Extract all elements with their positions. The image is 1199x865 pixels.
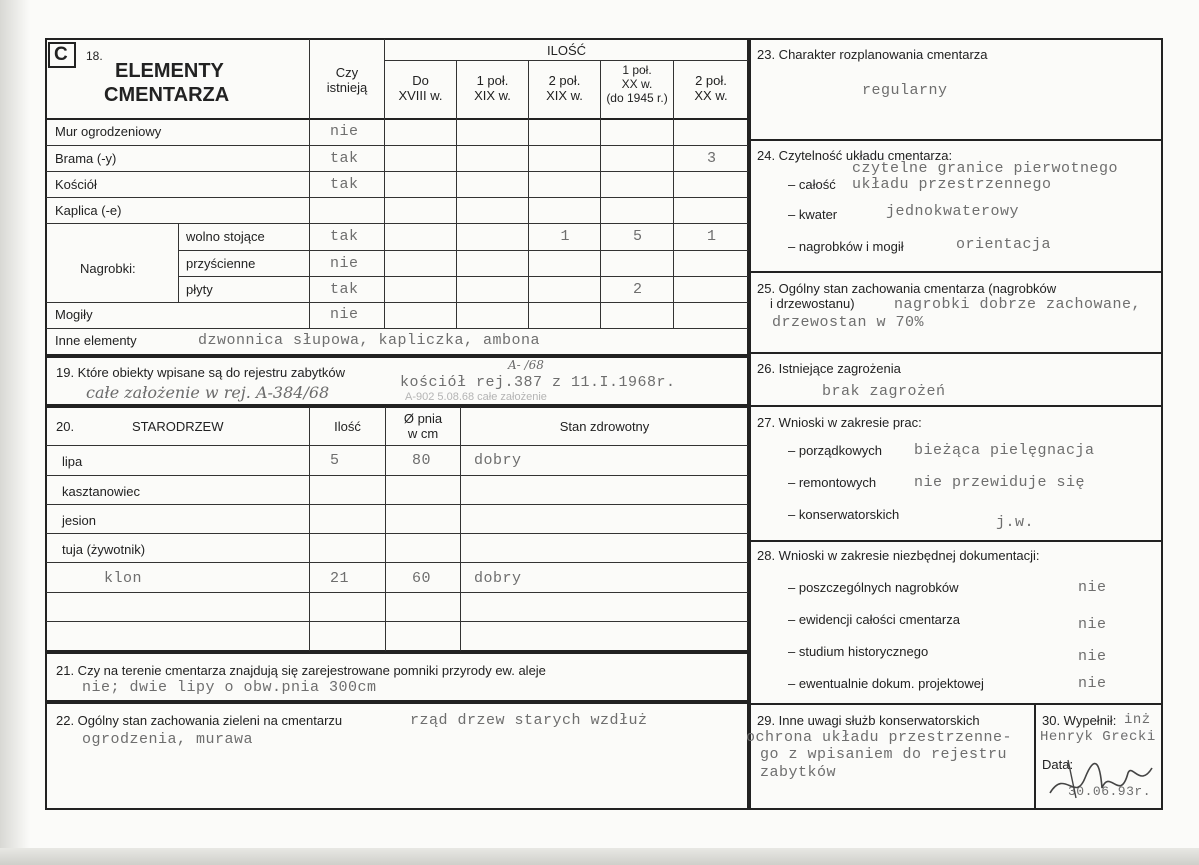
row-line — [46, 621, 748, 622]
section-19-label: 19. Które obiekty wpisane są do rejestru zabytków — [56, 365, 346, 380]
header-bottom-line — [46, 118, 748, 120]
works-item-label: – konserwatorskich — [788, 507, 900, 522]
tree-name: jesion — [62, 513, 96, 528]
section-25-label-line2: i drzewostanu) — [770, 296, 855, 311]
count-value: 5 — [633, 228, 643, 245]
paper-bottom-edge — [0, 848, 1199, 865]
section-29-value-line1: ochrona układu przestrzenne- — [746, 729, 1013, 746]
row-line — [46, 145, 748, 146]
section-23-label: 23. Charakter rozplanowania cmentarza — [757, 47, 988, 62]
section-19-typed: kościół rej.387 z 11.I.1968r. — [400, 374, 676, 391]
section-30-name-line2: Henryk Grecki — [1040, 729, 1156, 745]
count-value: 1 — [560, 228, 571, 245]
section-letter: C — [54, 44, 68, 65]
section-divider — [750, 405, 1162, 407]
tree-health: dobry — [474, 452, 522, 469]
section-24-kwater-label: – kwater — [788, 207, 838, 222]
tree-health: dobry — [474, 570, 522, 587]
section-30-divider — [1034, 703, 1036, 809]
docs-item-label: – studium historycznego — [788, 644, 929, 659]
docs-item-value: nie — [1078, 579, 1107, 596]
tree-name: klon — [104, 570, 143, 587]
col-line — [178, 223, 179, 303]
section-divider — [750, 703, 1162, 705]
col-header-count: Ilość — [334, 419, 361, 434]
section-divider — [750, 139, 1162, 141]
works-item-value: bieżąca pielęgnacja — [914, 442, 1095, 459]
row-line — [46, 328, 748, 329]
section-20-table — [45, 406, 749, 652]
section-24-calosc-line2: układu przestrzennego — [852, 176, 1052, 193]
row-line — [46, 562, 748, 563]
tree-name: lipa — [62, 454, 83, 469]
section-22-value-line1: rząd drzew starych wzdłuż — [410, 712, 648, 729]
section-19-annotation: A- /68 — [508, 358, 544, 372]
table-title-line1: ELEMENTY — [115, 60, 224, 82]
ilosc-underline — [384, 60, 748, 61]
works-item-value: nie przewiduje się — [914, 474, 1086, 491]
section-25-value-line1: nagrobki dobrze zachowane, — [894, 296, 1142, 313]
section-29-value-line2: go z wpisaniem do rejestru — [760, 746, 1008, 763]
docs-item-label: – ewentualnie dokum. projektowej — [788, 676, 984, 691]
section-20-number: 20. — [56, 419, 75, 434]
row-line — [46, 223, 748, 224]
section-19-faint-note: A-902 5.08.68 całe założenie — [405, 391, 547, 403]
section-21-label: 21. Czy na terenie cmentarza znajdują się zarejestrowane pomniki przyrody ew. aleje — [56, 663, 546, 678]
inne-value: dzwonnica słupowa, kapliczka, ambona — [198, 332, 541, 349]
docs-item-value: nie — [1078, 648, 1107, 665]
exists-value: tak — [330, 150, 359, 167]
col-header-exists: Czy istnieją — [326, 65, 368, 95]
col-line — [460, 407, 461, 651]
row-line — [46, 475, 748, 476]
section-24-kwater-value: jednokwaterowy — [886, 203, 1020, 220]
tree-name: tuja (żywotnik) — [62, 542, 146, 557]
nagrobki-label: Nagrobki: — [80, 261, 136, 276]
docs-item-label: – ewidencji całości cmentarza — [788, 612, 960, 627]
works-item-value: j.w. — [996, 514, 1035, 531]
col-header-period: 1 poł. XX w. (do 1945 r.) — [606, 63, 668, 105]
exists-value: nie — [330, 123, 359, 140]
section-30-date-value: 30.06.93r. — [1068, 784, 1152, 799]
section-28-label: 28. Wnioski w zakresie niezbędnej dokumentacji: — [757, 548, 1040, 563]
section-26-label: 26. Istniejące zagrożenia — [757, 361, 901, 376]
row-line — [46, 445, 748, 446]
row-label-mogily: Mogiły — [55, 307, 93, 322]
row-label: Kaplica (-e) — [55, 203, 122, 218]
section-24-label: 24. Czytelność układu cmentarza: — [757, 148, 953, 163]
row-label: płyty — [186, 282, 213, 297]
count-value: 3 — [707, 150, 717, 167]
count-value: 1 — [707, 228, 717, 245]
row-label: Kościół — [55, 177, 97, 192]
row-label-inne: Inne elementy — [55, 333, 137, 348]
works-item-label: – porządkowych — [788, 443, 882, 458]
section-20-title: STARODRZEW — [132, 419, 224, 434]
exists-value: nie — [330, 255, 359, 272]
paper-edge-shadow — [0, 0, 30, 865]
section-19-handwritten: całe założenie w rej. A-384/68 — [86, 383, 330, 402]
section-25-value-line2: drzewostan w 70% — [772, 314, 925, 331]
exists-value: tak — [330, 228, 359, 245]
row-line — [46, 504, 748, 505]
row-line — [46, 171, 748, 172]
section-24-calosc-line1: czytelne granice pierwotnego — [852, 160, 1119, 177]
exists-value: tak — [330, 176, 359, 193]
section-27-label: 27. Wnioski w zakresie prac: — [757, 415, 922, 430]
section-29-value-line3: zabytków — [760, 764, 837, 781]
tree-count: 21 — [330, 570, 350, 587]
col-line — [309, 407, 310, 651]
docs-item-value: nie — [1078, 616, 1107, 633]
row-line — [46, 533, 748, 534]
section-25-label-line1: 25. Ogólny stan zachowania cmentarza (nagrobków — [757, 281, 1057, 296]
section-30-date-label: Data: — [1042, 757, 1074, 772]
exists-value: tak — [330, 281, 359, 298]
row-line — [46, 302, 748, 303]
row-label: wolno stojące — [186, 229, 265, 244]
table-title-line2: CMENTARZA — [104, 84, 230, 106]
section-number: 18. — [86, 49, 103, 63]
tree-count: 5 — [330, 452, 340, 469]
section-30-name-line1: inż — [1124, 712, 1151, 728]
section-21-value: nie; dwie lipy o obw.pnia 300cm — [82, 679, 377, 696]
row-line — [178, 276, 748, 277]
row-label: Brama (-y) — [55, 151, 117, 166]
col-header-period: 2 poł. XIX w. — [546, 73, 583, 103]
row-line — [46, 197, 748, 198]
works-item-label: – remontowych — [788, 475, 877, 490]
section-29-label: 29. Inne uwagi służb konserwatorskich — [757, 713, 980, 728]
section-24-nagrobkow-value: orientacja — [956, 236, 1052, 253]
col-header-ilosc: ILOŚĆ — [546, 43, 586, 58]
section-22-value-line2: ogrodzenia, murawa — [82, 731, 254, 748]
docs-item-value: nie — [1078, 675, 1107, 692]
tree-diameter: 60 — [412, 570, 432, 587]
section-23-value: regularny — [862, 82, 948, 99]
col-header-period: 2 poł. XX w. — [694, 73, 728, 103]
section-divider — [750, 540, 1162, 542]
col-header-period: 1 poł. XIX w. — [474, 73, 511, 103]
section-30-label: 30. Wypełnił: — [1042, 713, 1117, 728]
row-line — [178, 250, 748, 251]
count-value: 2 — [633, 281, 643, 298]
signature — [1040, 748, 1160, 808]
row-label: Mur ogrodzeniowy — [55, 124, 162, 139]
section-22-label: 22. Ogólny stan zachowania zieleni na cmentarzu — [56, 713, 343, 728]
section-divider — [750, 271, 1162, 273]
section-26-value: brak zagrożeń — [822, 383, 946, 400]
section-24-nagrobkow-label: – nagrobków i mogił — [788, 239, 904, 254]
row-line — [46, 592, 748, 593]
row-label: przyścienne — [186, 256, 256, 271]
col-line — [385, 407, 386, 651]
col-header-diameter: Ø pnia w cm — [403, 411, 443, 441]
col-header-health: Stan zdrowotny — [559, 419, 650, 434]
section-divider — [750, 352, 1162, 354]
tree-diameter: 80 — [412, 452, 432, 469]
section-24-calosc-label: – całość — [788, 177, 836, 192]
col-header-period: Do XVIII w. — [398, 73, 443, 103]
docs-item-label: – poszczególnych nagrobków — [788, 580, 959, 595]
exists-mogily: nie — [330, 306, 359, 323]
tree-name: kasztanowiec — [62, 484, 141, 499]
